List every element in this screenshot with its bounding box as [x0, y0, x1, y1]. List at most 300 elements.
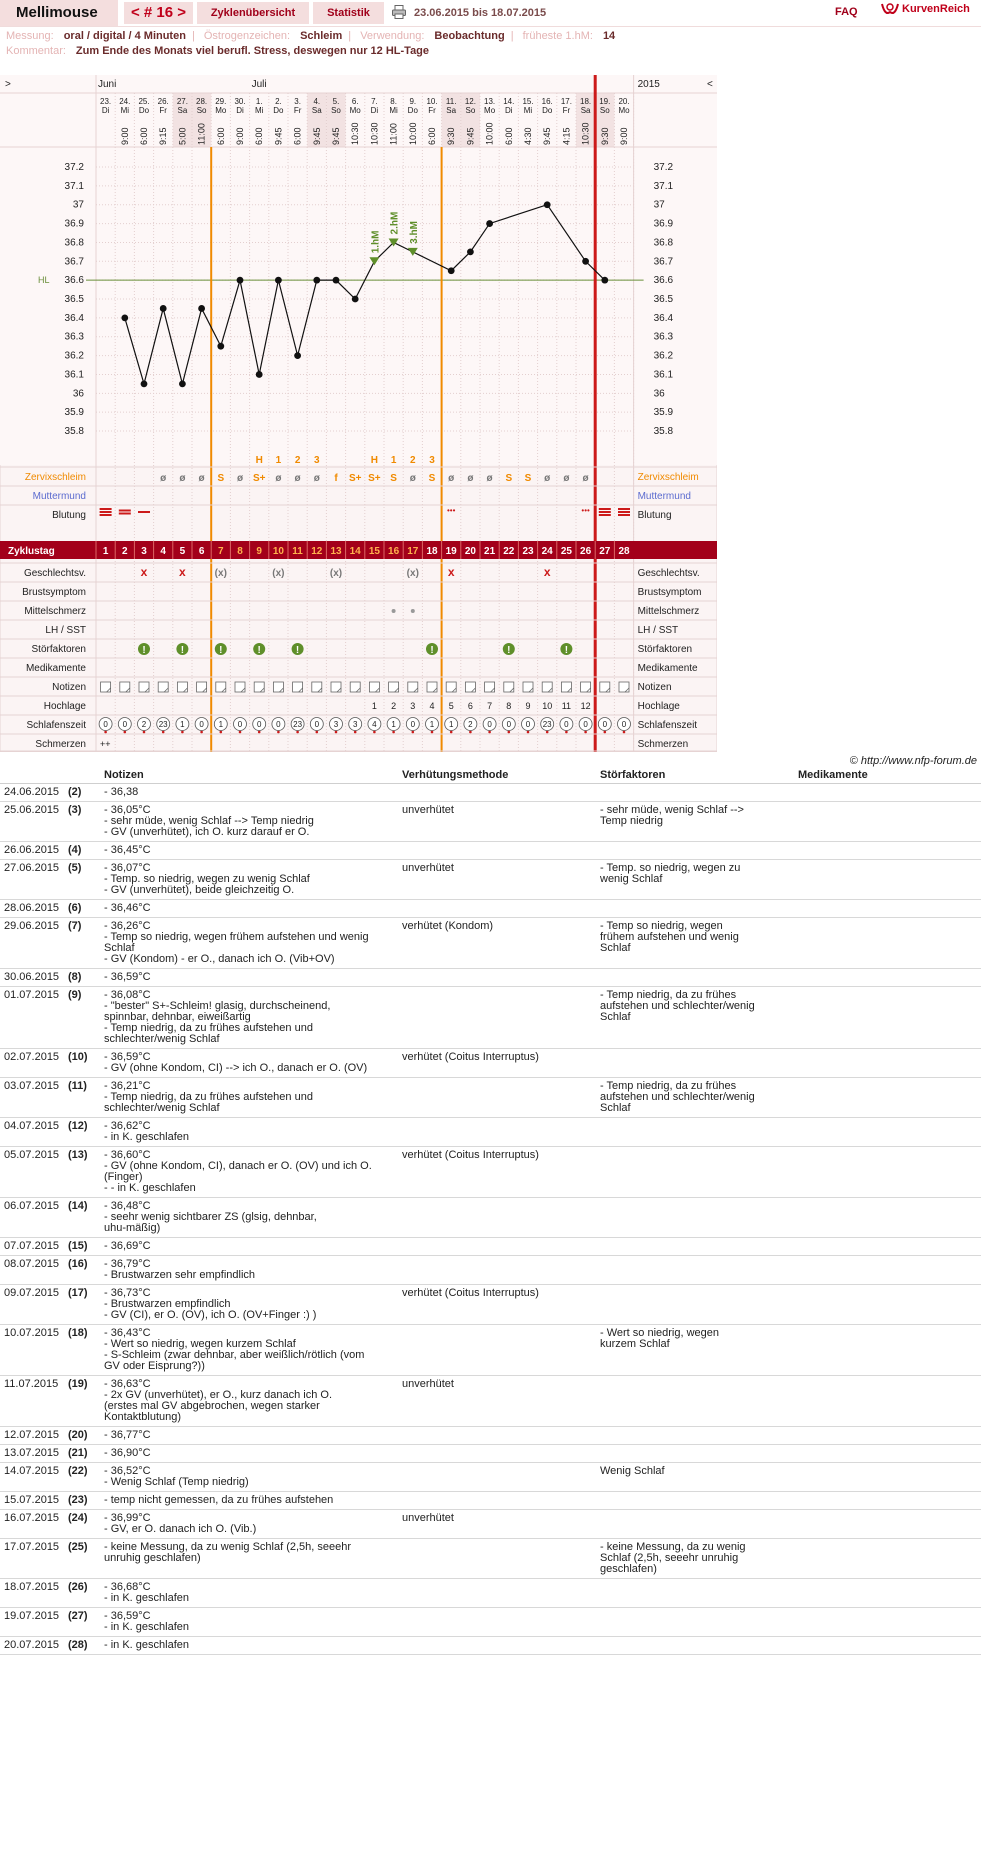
note-date: 24.06.2015 — [0, 784, 64, 802]
note-date: 27.06.2015 — [0, 860, 64, 900]
cycle-day-number: 21 — [484, 546, 496, 557]
username[interactable]: Mellimouse — [0, 0, 118, 26]
note-stoerfaktoren — [596, 1325, 794, 1376]
hochlage-number: 5 — [448, 701, 454, 711]
meta-value: 14 — [602, 30, 616, 42]
date-label: 16. — [541, 97, 553, 106]
hochlage-number: 7 — [487, 701, 493, 711]
sleep-hours: 0 — [314, 720, 320, 729]
time-label: 6:00 — [427, 127, 437, 145]
weekday-label: Di — [236, 106, 244, 115]
table-row — [0, 969, 981, 987]
note-text — [100, 784, 398, 802]
bleeding-mark — [599, 514, 611, 516]
note-date: 01.07.2015 — [0, 987, 64, 1049]
time-label: 6:00 — [254, 127, 265, 145]
note-method — [398, 1238, 596, 1256]
date-label: 14. — [503, 97, 515, 106]
note-line: - - in K. geschlafen — [104, 1182, 196, 1194]
intercourse-mark: x — [543, 565, 551, 579]
y-tick-label: 37.2 — [64, 162, 84, 173]
note-icon — [235, 682, 245, 692]
bleeding-mark — [100, 511, 112, 513]
note-method — [398, 860, 596, 900]
note-line: unverhütet — [402, 862, 454, 874]
cycle-day-number: 11 — [292, 546, 303, 557]
note-stoerfaktoren — [596, 900, 794, 918]
note-method — [398, 1463, 596, 1492]
note-icon — [158, 682, 168, 692]
time-label: 4:30 — [523, 127, 533, 145]
stoerfaktor-icon-glyph: ! — [295, 645, 300, 656]
zervix-mark: ø — [486, 473, 493, 484]
nav-prev-icon: > — [5, 79, 11, 90]
note-medikamente — [794, 1078, 981, 1118]
table-row — [0, 1376, 981, 1427]
note-line: verhütet (Coitus Interruptus) — [402, 1287, 539, 1299]
table-row — [0, 918, 981, 969]
note-line: - sehr müde, wenig Schlaf --> — [600, 804, 744, 816]
table-row — [0, 1256, 981, 1285]
note-method — [398, 1492, 596, 1510]
note-line: wenig Schlaf — [600, 873, 663, 885]
note-text — [100, 1492, 398, 1510]
note-line: - Temp. so niedrig, wegen zu wenig Schlaf — [104, 873, 310, 885]
note-line: Wenig Schlaf — [600, 1465, 665, 1477]
cycle-day-number: 15 — [368, 546, 380, 557]
note-text — [100, 1198, 398, 1238]
note-date: 29.06.2015 — [0, 918, 64, 969]
weekday-label: Di — [370, 106, 379, 115]
bleeding-mark — [100, 508, 112, 510]
note-date: 26.06.2015 — [0, 842, 64, 860]
zervix-mark: ø — [563, 473, 570, 484]
note-stoerfaktoren — [596, 1147, 794, 1198]
note-date: 19.07.2015 — [0, 1608, 64, 1637]
time-label: 6:00 — [215, 127, 226, 145]
note-line: (erstes mal GV abgebrochen, wegen starker — [104, 1400, 320, 1412]
note-line: - "bester" S+-Schleim! glasig, durchscheinend, — [104, 1000, 331, 1012]
note-cycle-day: (14) — [64, 1198, 100, 1238]
date-label: 13. — [484, 97, 496, 106]
intercourse-mark: (x) — [214, 568, 227, 579]
note-line: - 36,26°C — [104, 920, 151, 932]
note-method — [398, 918, 596, 969]
note-line: - 36,62°C — [104, 1120, 151, 1132]
weekday-label: So — [196, 106, 207, 115]
col-medikamente: Medikamente — [794, 766, 981, 784]
note-method — [398, 1539, 596, 1579]
y-tick-label-right: 36.4 — [653, 312, 674, 324]
y-tick-label-right: 37 — [653, 199, 665, 211]
year-label: 2015 — [637, 79, 660, 90]
note-line: - Wenig Schlaf (Temp niedrig) — [104, 1476, 249, 1488]
meta-key: Messung: — [6, 30, 54, 42]
time-label: 10:00 — [484, 122, 495, 145]
note-line: - Brustwarzen empfindlich — [104, 1298, 231, 1310]
note-method — [398, 1256, 596, 1285]
stoerfaktor-icon-glyph: ! — [564, 645, 569, 656]
note-text — [100, 1376, 398, 1427]
sleep-clock-hand — [316, 731, 319, 734]
note-icon — [273, 682, 283, 692]
intercourse-mark: x — [179, 565, 186, 579]
note-line: - Temp. so niedrig, wegen zu — [600, 862, 741, 874]
time-label: 9:30 — [446, 127, 457, 145]
note-stoerfaktoren — [596, 784, 794, 802]
table-row — [0, 784, 981, 802]
note-line: - 36,07°C — [104, 862, 151, 874]
meta-row: Messung: oral / digital / 4 Minuten | Östrogenzeichen: Schleim | Verwendung: Beobachtung | früheste 1.hM: 14 — [6, 30, 616, 42]
cycle-day-number: 19 — [445, 546, 457, 557]
temperature-point — [160, 305, 167, 312]
zervix-mark: f — [334, 473, 338, 484]
note-line: - Wert so niedrig, wegen — [600, 1327, 720, 1339]
note-icon — [427, 682, 437, 692]
note-line: unruhig geschlafen) — [104, 1552, 201, 1564]
note-stoerfaktoren — [596, 860, 794, 900]
note-medikamente — [794, 842, 981, 860]
weekday-label: Mi — [389, 106, 398, 115]
note-cycle-day: (17) — [64, 1285, 100, 1325]
hl-counter: H — [370, 455, 379, 466]
note-method — [398, 1579, 596, 1608]
note-date: 07.07.2015 — [0, 1238, 64, 1256]
row-label: Schmerzen — [35, 739, 86, 750]
note-icon — [312, 682, 322, 692]
time-label: 10:30 — [350, 122, 361, 145]
zervix-mark: ø — [467, 473, 474, 484]
hl-counter: 2 — [410, 455, 416, 466]
cycle-day-number: 23 — [522, 546, 534, 557]
table-row — [0, 1427, 981, 1445]
cycle-day-number: 28 — [618, 546, 630, 557]
row-label: Blutung — [52, 510, 86, 521]
note-line: Schlaf — [600, 1011, 631, 1023]
y-tick-label: 36.2 — [64, 350, 84, 362]
note-medikamente — [794, 900, 981, 918]
y-tick-label: 35.9 — [64, 407, 84, 419]
note-stoerfaktoren — [596, 1285, 794, 1325]
note-text — [100, 1510, 398, 1539]
temperature-point — [198, 305, 205, 312]
note-cycle-day: (27) — [64, 1608, 100, 1637]
notes-table — [0, 766, 981, 1655]
zervix-mark: ø — [294, 473, 301, 484]
zervix-mark: S+ — [252, 473, 266, 484]
date-label: 4. — [313, 97, 321, 106]
hl-counter: H — [255, 455, 263, 466]
weekday-label: Mi — [120, 106, 130, 115]
weekday-label: Fr — [428, 106, 436, 115]
note-cycle-day: (3) — [64, 802, 100, 842]
note-date: 17.07.2015 — [0, 1539, 64, 1579]
temperature-point — [486, 220, 493, 227]
sleep-hours: 23 — [158, 720, 168, 729]
nav-next-icon: < — [707, 79, 713, 90]
intercourse-mark: x — [140, 565, 148, 579]
y-tick-label: 35.8 — [64, 426, 84, 438]
note-line: - 36,63°C — [104, 1378, 151, 1390]
y-tick-label-right: 36.9 — [653, 218, 674, 230]
note-medikamente — [794, 1198, 981, 1238]
printer-icon[interactable] — [392, 5, 406, 19]
weekday-label: Di — [101, 106, 110, 115]
note-line: - GV (unverhütet), beide gleichzeitig O. — [104, 884, 295, 896]
time-label: 4:15 — [561, 127, 572, 145]
y-tick-label: 36.4 — [64, 312, 84, 324]
note-date: 11.07.2015 — [0, 1376, 64, 1427]
cycle-day-number: 16 — [388, 546, 400, 557]
temperature-point — [256, 371, 263, 378]
cycle-day-number: 17 — [407, 546, 419, 557]
note-method — [398, 1445, 596, 1463]
note-medikamente — [794, 1147, 981, 1198]
y-tick-label: 36 — [72, 388, 84, 400]
note-line: - Temp so niedrig, wegen frühem aufstehen und wenig — [104, 931, 369, 943]
note-icon — [389, 682, 399, 692]
table-row — [0, 900, 981, 918]
row-label-right: Medikamente — [637, 663, 698, 674]
time-label: 9:45 — [542, 127, 553, 145]
cycle-day-number: 27 — [599, 546, 611, 557]
sleep-clock-hand — [277, 731, 280, 734]
date-label: 15. — [522, 97, 534, 106]
note-method — [398, 1285, 596, 1325]
time-label: 6:00 — [503, 127, 514, 145]
weekday-label: Do — [542, 106, 553, 115]
time-label: 11:00 — [388, 123, 399, 145]
note-line: - sehr müde, wenig Schlaf --> Temp niedrig — [104, 815, 314, 827]
time-label: 10:00 — [407, 122, 418, 145]
hl-counter: 2 — [294, 455, 301, 466]
y-tick-label: 37.1 — [64, 180, 84, 192]
sleep-clock-hand — [258, 731, 261, 734]
note-line: Temp niedrig — [600, 815, 663, 827]
zervix-mark: S — [390, 473, 397, 484]
note-cycle-day: (22) — [64, 1463, 100, 1492]
hm-label: 2.hM — [389, 211, 401, 235]
cycle-chart — [0, 75, 717, 752]
note-cycle-day: (6) — [64, 900, 100, 918]
note-stoerfaktoren — [596, 1118, 794, 1147]
note-line: - 36,38 — [104, 786, 139, 798]
note-cycle-day: (18) — [64, 1325, 100, 1376]
schmerz-mark: ++ — [100, 739, 111, 749]
note-stoerfaktoren — [596, 1445, 794, 1463]
date-label: 6. — [351, 97, 359, 106]
weekday-label: Sa — [446, 106, 457, 115]
note-line: - Temp so niedrig, wegen — [600, 920, 723, 932]
stoerfaktor-icon-glyph: ! — [142, 645, 146, 656]
note-cycle-day: (15) — [64, 1238, 100, 1256]
row-label-right: Blutung — [637, 510, 672, 521]
top-bar — [0, 0, 981, 27]
note-stoerfaktoren — [596, 1510, 794, 1539]
date-label: 23. — [100, 97, 112, 106]
kurvenreich-logo-text[interactable]: KurvenReich — [902, 3, 970, 15]
sleep-hours: 0 — [487, 720, 492, 729]
cycle-day-number: 14 — [349, 546, 361, 557]
note-method — [398, 987, 596, 1049]
note-line: Schlaf (2,5h, seeehr unruhig — [600, 1552, 739, 1564]
note-stoerfaktoren — [596, 1637, 794, 1655]
note-text — [100, 802, 398, 842]
sleep-clock-hand — [143, 731, 146, 734]
note-text — [100, 1238, 398, 1256]
hl-counter: 3 — [429, 455, 435, 466]
bleeding-mark — [138, 511, 150, 513]
zervix-mark: S — [524, 473, 532, 484]
intercourse-mark: (x) — [272, 568, 285, 579]
note-method — [398, 1376, 596, 1427]
tab-zyklenuebersicht[interactable]: Zyklenübersicht — [197, 2, 309, 24]
note-cycle-day: (12) — [64, 1118, 100, 1147]
note-icon — [523, 682, 533, 692]
note-date: 02.07.2015 — [0, 1049, 64, 1078]
note-icon — [408, 682, 418, 692]
table-row — [0, 1238, 981, 1256]
table-row — [0, 1078, 981, 1118]
hochlage-number: 10 — [542, 701, 553, 711]
note-date: 30.06.2015 — [0, 969, 64, 987]
note-method — [398, 784, 596, 802]
note-stoerfaktoren — [596, 1579, 794, 1608]
row-label: Notizen — [52, 682, 86, 693]
sleep-hours: 1 — [429, 720, 435, 729]
time-label: 6:00 — [292, 127, 303, 145]
table-row — [0, 1049, 981, 1078]
date-label: 20. — [618, 97, 630, 106]
date-label: 18. — [580, 97, 592, 106]
note-method — [398, 1049, 596, 1078]
note-medikamente — [794, 1285, 981, 1325]
note-medikamente — [794, 1049, 981, 1078]
note-text — [100, 1637, 398, 1655]
note-line: - Wert so niedrig, wegen kurzem Schlaf — [104, 1338, 296, 1350]
note-medikamente — [794, 1579, 981, 1608]
temperature-point — [237, 277, 244, 284]
temperature-point — [601, 277, 608, 284]
date-label: 7. — [371, 97, 378, 106]
note-line: schlechter/wenig Schlaf — [104, 1033, 220, 1045]
note-cycle-day: (11) — [64, 1078, 100, 1118]
sleep-hours: 1 — [448, 720, 454, 729]
note-line: - GV (Kondom) - er O., danach ich O. (Vib+OV) — [104, 953, 335, 965]
y-tick-label: 36.3 — [64, 331, 84, 343]
note-cycle-day: (2) — [64, 784, 100, 802]
time-label: 6:00 — [139, 127, 149, 145]
y-tick-label-right: 35.9 — [653, 407, 674, 419]
sleep-hours: 23 — [293, 720, 303, 729]
note-line: verhütet (Coitus Interruptus) — [402, 1149, 539, 1161]
note-icon — [293, 682, 303, 692]
weekday-label: So — [465, 106, 476, 115]
cycle-day-number: 24 — [541, 546, 553, 557]
zervix-mark: ø — [236, 473, 244, 484]
temperature-point — [141, 380, 148, 387]
hm-label: 1.hM — [370, 230, 382, 254]
note-icon — [465, 682, 475, 692]
note-stoerfaktoren — [596, 1463, 794, 1492]
y-tick-label: 36.8 — [64, 237, 84, 249]
comment-key: Kommentar: — [6, 45, 66, 57]
note-line: verhütet (Kondom) — [402, 920, 494, 932]
time-label: 9:45 — [465, 127, 476, 145]
row-label: Brustsymptom — [22, 587, 86, 598]
note-icon — [485, 682, 495, 692]
note-text — [100, 1427, 398, 1445]
note-medikamente — [794, 918, 981, 969]
note-icon — [331, 682, 341, 692]
row-label-right: Notizen — [637, 682, 672, 693]
hochlage-number: 4 — [429, 701, 435, 711]
time-label: 9:15 — [158, 127, 169, 145]
date-label: 27. — [176, 97, 188, 106]
note-date: 03.07.2015 — [0, 1078, 64, 1118]
meta-value: Schleim — [300, 30, 343, 42]
note-line: spinnbar, dehnbar, eiweißartig — [104, 1011, 251, 1023]
note-line: - 36,59°C — [104, 1610, 151, 1622]
kurvenreich-logo-icon[interactable] — [880, 1, 900, 19]
note-text — [100, 1445, 398, 1463]
sleep-hours: 1 — [391, 720, 396, 729]
time-label: 11:00 — [196, 123, 207, 145]
note-text — [100, 842, 398, 860]
zervix-mark: S+ — [368, 473, 381, 484]
hochlage-number: 3 — [410, 701, 416, 711]
weekday-label: Mo — [484, 106, 496, 115]
note-cycle-day: (20) — [64, 1427, 100, 1445]
sleep-clock-hand — [373, 731, 376, 734]
y-tick-label: 36.1 — [64, 369, 84, 381]
note-text — [100, 860, 398, 900]
note-cycle-day: (24) — [64, 1510, 100, 1539]
cycle-navigation[interactable]: < # 16 > — [124, 2, 193, 24]
time-label: 9:00 — [119, 127, 130, 145]
date-label: 8. — [390, 97, 397, 106]
weekday-label: So — [599, 106, 610, 115]
tab-statistik[interactable]: Statistik — [313, 2, 384, 24]
weekday-label: Di — [505, 106, 513, 115]
note-date: 05.07.2015 — [0, 1147, 64, 1198]
zervix-mark: ø — [544, 473, 551, 484]
note-date: 15.07.2015 — [0, 1492, 64, 1510]
faq-link[interactable]: FAQ — [835, 6, 858, 18]
sleep-hours: 0 — [256, 720, 262, 729]
mittelschmerz-dot — [392, 609, 396, 613]
temperature-point — [275, 277, 282, 284]
table-row — [0, 1579, 981, 1608]
bleeding-mark — [100, 514, 112, 516]
meta-value: Beobachtung — [434, 30, 505, 42]
table-row — [0, 1608, 981, 1637]
note-icon — [197, 682, 207, 692]
note-text — [100, 900, 398, 918]
note-icon — [139, 682, 149, 692]
note-cycle-day: (21) — [64, 1445, 100, 1463]
intercourse-mark: x — [447, 565, 455, 579]
time-label: 9:00 — [619, 127, 629, 145]
note-line: - 36,48°C — [104, 1200, 151, 1212]
note-medikamente — [794, 1376, 981, 1427]
stoerfaktor-icon-glyph: ! — [219, 645, 223, 656]
y-tick-label: 37 — [72, 199, 84, 211]
date-label: 11. — [445, 97, 457, 106]
note-method — [398, 969, 596, 987]
stoerfaktor-icon-glyph: ! — [257, 645, 261, 656]
sleep-clock-hand — [200, 731, 203, 734]
